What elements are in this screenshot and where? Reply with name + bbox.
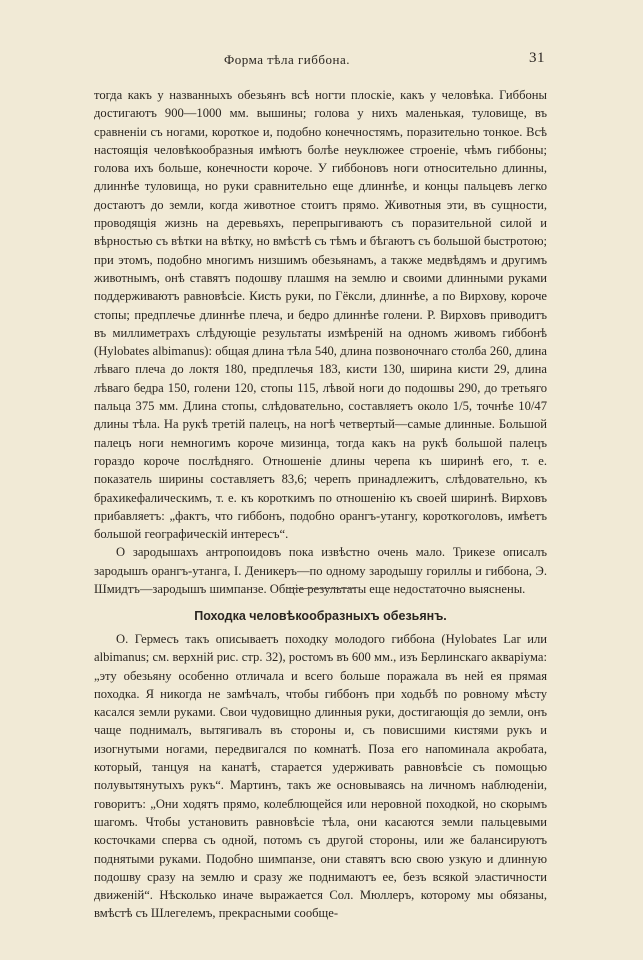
paragraph: тогда какъ у названныхъ обезьянъ всѣ ногти плоскіе, какъ у человѣка. Гиббоны достигаютъ 900—1000 мм. вышины; голова у нихъ маленькая, туловище, въ сравненіи съ ногами, короткое и, подобно конечностямъ, поразительно тонкое. Всѣ настоящія человѣкообразныя имѣютъ болѣе неуклюжее строеніе, чѣмъ гиббоны; голова ихъ больше, конечности короче. У гиббоновъ ноги относительно длинны, длиннѣе туловища, но руки сравнительно еще длиннѣе, и концы пальцевъ легко достаютъ до земли, когда животное стоитъ прямо. Животныя эти, въ сущности, проводящія жизнь на деревьяхъ, перепрыгиваютъ съ поразительной силой и вѣрностью съ вѣтки на вѣтку, но вмѣстѣ съ тѣмъ и бѣгаютъ съ большой быстротою; при этомъ, подобно многимъ низшимъ обезьянамъ, а также медвѣдямъ и другимъ животнымъ, онѣ ставятъ подошву плашмя на землю и своими длинными руками поддерживаютъ равновѣсіе. Кисть руки, по Гёксли, длиннѣе, а по Вирхову, короче стопы; предплечье длиннѣе плеча, и бедро длиннѣе голени. Р. Вирховъ приводитъ въ миллиметрахъ слѣдующіе результаты измѣреній на одномъ живомъ гиббонѣ (Hylobates albimanus): общая длина тѣла 540, длина позвоночнаго столба 260, длина лѣваго плеча до локтя 180, предплечья 183, кисти 130, ширина кисти 29, длина лѣваго бедра 150, голени 120, стопы 115, лѣвой ноги до подошвы 290, до третьяго пальца 375 мм. Длина стопы, слѣдовательно, составляетъ около 1/5, точнѣе 10/47 длины тѣла. На рукѣ третій палецъ, на ногѣ четвертый—самые длинные. Большой палецъ ноги немногимъ короче мизинца, тогда какъ на рукѣ большой палецъ гораздо короче послѣдняго. Отношеніе длины черепа къ ширинѣ его, т. е. показатель ширины составляетъ 83,6; черепъ принадлежитъ, слѣдовательно, къ брахикефалическимъ, т. е. къ короткимъ по отношенію къ своей ширинѣ. Вирховъ прибавляетъ: „фактъ, что гиббонъ, подобно орангъ-утангу, короткоголовъ, имѣетъ большой географическій интересъ“. [94, 88, 547, 542]
paragraph: О. Гермесъ такъ описываетъ походку молодого гиббона (Hylobates Lar или albimanus; см. верхній рис. стр. 32), ростомъ въ 600 мм., изъ Берлинскаго акваріума: „эту обезьяну особенно отличала и всего больше поражала въ ней ея прямая походка. Я никогда не замѣчалъ, чтобы гиббонъ при ходьбѣ по ровному мѣсту касался земли руками. Свои чудовищно длинныя руки, достигающія до земли, онъ чаще поднималъ, вытягивалъ въ стороны и, съ повисшими кистями рукъ и изогнутыми ногами, передвигался по комнатѣ. Поза его напоминала акробата, который, танцуя на канатѣ, старается удерживать равновѣсіе съ помощью полувытянутыхъ рукъ“. Мартинъ, такъ же основываясь на личномъ наблюденіи, говоритъ: „Они ходятъ прямо, колеблющейся или неровной походкой, но скорымъ шагомъ. Чтобы установить равновѣсіе тѣла, они касаются земли пальцевыми косточками сперва съ одной, потомъ съ другой стороны, или же балансируютъ поднятыми руками. Подобно шимпанзе, они ставятъ всю свою узкую и длинную подошву сразу на землю и сразу же поднимаютъ ее, безъ всякой эластичности движеній“. Нѣсколько иначе выражается Сол. Мюллеръ, которому мы обязаны, вмѣстѣ съ Шлегелемъ, прекрасными сообще- [94, 632, 547, 921]
page-number: 31 [529, 50, 545, 66]
section-divider [286, 588, 356, 589]
section-body-1 [94, 86, 547, 598]
section-heading: Походка человѣкообразныхъ обезьянъ. [194, 609, 447, 623]
running-title: Форма тѣла гиббона. [224, 52, 350, 67]
section-body-2 [94, 630, 547, 923]
paragraph: О зародышахъ антропоидовъ пока извѣстно очень мало. Трикезе описалъ зародышъ орангъ-утанга, I. Деникеръ—по одному зародышу гориллы и гиббона, Э. Шмидтъ—зародышъ шимпанзе. Общіе результаты еще недостаточно выяснены. [94, 545, 547, 597]
